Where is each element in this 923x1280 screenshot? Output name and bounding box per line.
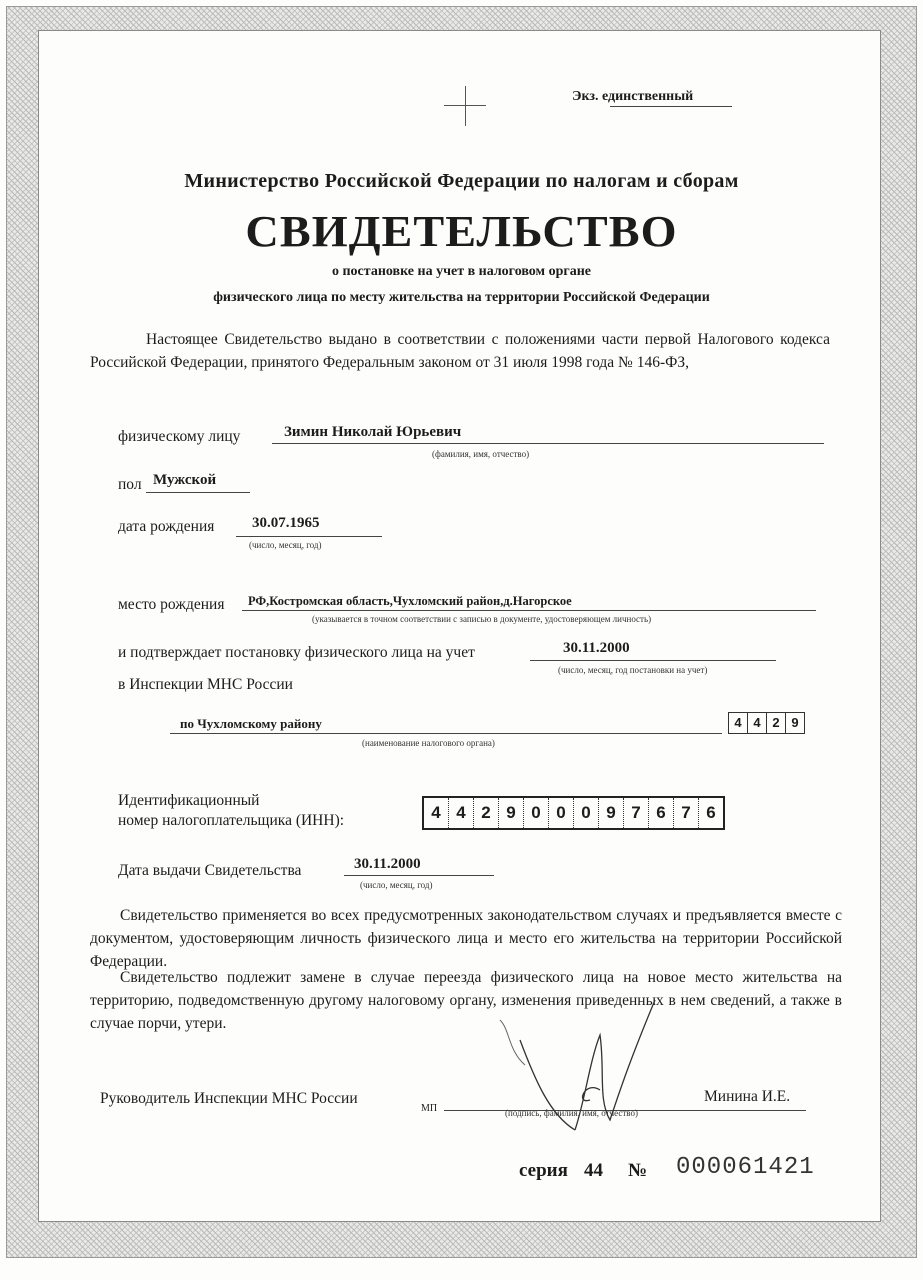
inspection-name: по Чухломскому району [180, 716, 322, 731]
birth-place-value: РФ,Костромская область,Чухломский район,д.Нагорское [248, 594, 572, 608]
sex-label: пол [118, 476, 142, 493]
sex-value: Мужской [153, 472, 217, 488]
inn-label-line-1: Идентификационный [118, 792, 260, 809]
birth-place-label: место рождения [118, 596, 225, 613]
person-hint: (фамилия, имя, отчество) [432, 449, 530, 459]
signatory-title: Руководитель Инспекции МНС России [100, 1090, 358, 1107]
issue-date-value: 30.11.2000 [354, 856, 421, 872]
serial-number: 000061421 [676, 1154, 815, 1181]
issue-date-label: Дата выдачи Свидетельства [118, 862, 302, 879]
intro-paragraph: Настоящее Свидетельство выдано в соответствии с положениями части первой Налогового кодекса Российской Федерации, принятого Федеральным законом от 31 июля 1998 года № 146-ФЗ, [90, 331, 830, 371]
inn-digit: 4 [449, 798, 474, 828]
inn-digit: 6 [649, 798, 674, 828]
series-label: серия [519, 1160, 568, 1181]
inspection-code [728, 712, 805, 734]
inn-digit: 9 [599, 798, 624, 828]
inn-digit: 6 [706, 803, 716, 822]
inspection-label: в Инспекции МНС России [118, 676, 293, 693]
birth-date-hint: (число, месяц, год) [249, 540, 322, 550]
stamp-place: МП [421, 1103, 438, 1114]
issue-date-hint: (число, месяц, год) [360, 880, 433, 890]
birth-place-hint: (указывается в точном соответствии с записью в документе, удостоверяющем личность) [312, 614, 652, 624]
birth-date-label: дата рождения [118, 518, 215, 535]
code-digit: 4 [748, 713, 767, 733]
inn-digit: 2 [474, 798, 499, 828]
inn-digit: 9 [499, 798, 524, 828]
subtitle-line-2: физического лица по месту жительства на территории Российской Федерации [213, 290, 710, 305]
subtitle-line-1: о постановке на учет в налоговом органе [331, 264, 591, 279]
inn-label-line-2: номер налогоплательщика (ИНН): [118, 812, 345, 829]
signatory-name: Минина И.Е. [704, 1088, 791, 1105]
inn-digit: 0 [524, 798, 549, 828]
series-value: 44 [584, 1160, 603, 1181]
person-name: Зимин Николай Юрьевич [284, 424, 462, 440]
copy-note: Экз. единственный [572, 89, 694, 104]
registration-mark-vertical [465, 86, 466, 126]
replacement-paragraph: Свидетельство подлежит замене в случае переезда физического лица на новое место жительства на территорию, подведомственную другому налоговому органу, изменения приведенных в нем сведений, а также в случае порчи, утери. [90, 969, 842, 1032]
inn-digit: 4 [424, 798, 449, 828]
birth-date-value: 30.07.1965 [252, 515, 320, 531]
inn-digit: 0 [574, 798, 599, 828]
registration-hint: (число, месяц, год постановки на учет) [558, 665, 708, 675]
inn-digit: 7 [674, 798, 699, 828]
person-label: физическому лицу [118, 428, 241, 445]
code-digit: 4 [729, 713, 748, 733]
inn-digit: 7 [624, 798, 649, 828]
code-digit: 9 [791, 715, 799, 730]
registration-date: 30.11.2000 [563, 640, 630, 656]
inn-box [422, 796, 725, 830]
inn-digit: 0 [549, 798, 574, 828]
number-sign: № [628, 1160, 648, 1181]
document-title: СВИДЕТЕЛЬСТВО [245, 207, 678, 256]
handwritten-signature [480, 980, 680, 1140]
registration-label: и подтверждает постановку физического лица на учет [118, 644, 475, 661]
usage-paragraph: Свидетельство применяется во всех предусмотренных законодательством случаях и предъявляется вместе с документом, удостоверяющим личность физического лица и место его жительства на территории Российской Федерации. [90, 907, 842, 970]
signature-hint: (подпись, фамилия, имя, отчество) [505, 1108, 638, 1118]
ministry-name: Министерство Российской Федерации по налогам и сборам [184, 170, 739, 192]
inspection-hint: (наименование налогового органа) [362, 738, 495, 748]
code-digit: 2 [767, 713, 786, 733]
